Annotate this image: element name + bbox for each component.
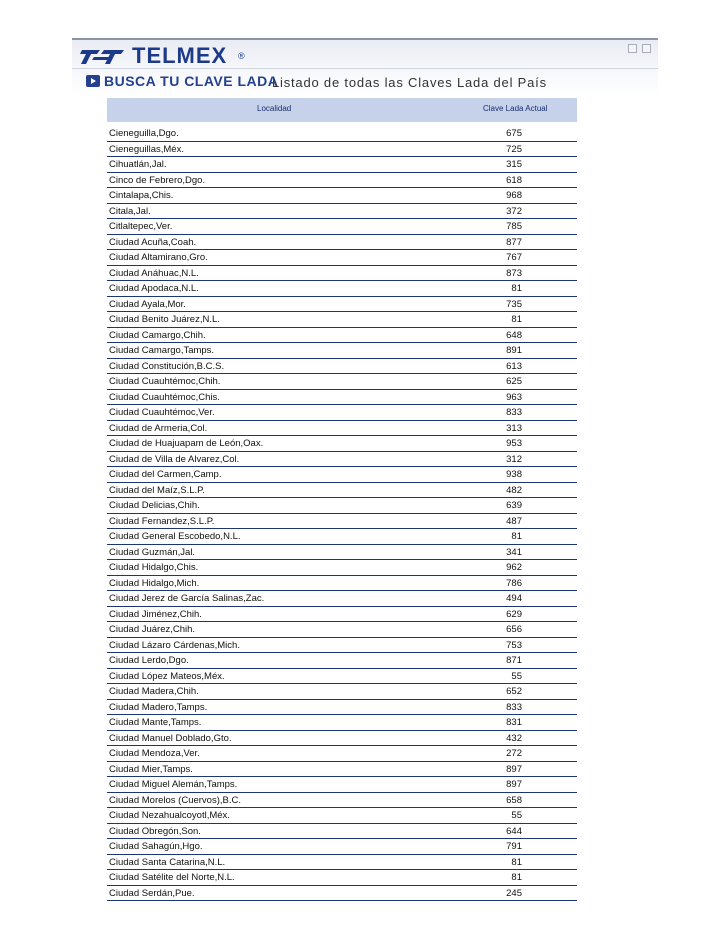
table-row xyxy=(107,188,577,204)
column-header-localidad: Localidad xyxy=(257,104,292,113)
locality-cell: Ciudad Serdán,Pue. xyxy=(109,887,195,899)
locality-cell: Ciudad Hidalgo,Mich. xyxy=(109,577,200,589)
locality-cell: Ciudad Altamirano,Gro. xyxy=(109,252,208,263)
area-code-cell: 55 xyxy=(511,670,522,682)
close-box-icon xyxy=(642,44,651,53)
page-title: Listado de todas las Claves Lada del País xyxy=(272,75,547,90)
locality-cell: Ciudad Guzmán,Jal. xyxy=(109,546,196,558)
locality-cell: Cinco de Febrero,Dgo. xyxy=(109,174,206,186)
locality-cell: Citlaltepec,Ver. xyxy=(109,221,173,232)
locality-cell: Cieneguillas,Méx. xyxy=(109,143,184,155)
area-code-cell: 656 xyxy=(506,624,522,635)
arrow-right-icon xyxy=(86,75,100,87)
area-code-cell: 785 xyxy=(506,221,522,232)
area-code-cell: 938 xyxy=(506,469,522,480)
locality-cell: Ciudad del Carmen,Camp. xyxy=(109,469,222,480)
area-code-cell: 315 xyxy=(506,159,522,170)
table-row xyxy=(107,762,577,778)
area-code-cell: 245 xyxy=(506,887,522,899)
locality-cell: Ciudad Ayala,Mor. xyxy=(109,298,186,310)
area-code-cell: 629 xyxy=(506,608,522,620)
table-row xyxy=(107,390,577,406)
table-row xyxy=(107,343,577,359)
table-row xyxy=(107,653,577,669)
area-code-cell: 312 xyxy=(506,453,522,465)
table-row xyxy=(107,808,577,824)
table-row xyxy=(107,514,577,530)
area-code-cell: 372 xyxy=(506,205,522,217)
table-row xyxy=(107,669,577,685)
table-row xyxy=(107,607,577,623)
table-row xyxy=(107,746,577,762)
area-code-cell: 877 xyxy=(506,236,522,248)
table-row xyxy=(107,700,577,716)
table-row xyxy=(107,421,577,437)
area-code-cell: 81 xyxy=(511,314,522,325)
area-code-cell: 833 xyxy=(506,407,522,418)
table-row xyxy=(107,498,577,514)
area-code-cell: 725 xyxy=(506,143,522,155)
area-code-cell: 897 xyxy=(506,763,522,775)
locality-cell: Ciudad Mendoza,Ver. xyxy=(109,748,200,759)
table-row xyxy=(107,855,577,871)
area-code-cell: 313 xyxy=(506,422,522,434)
locality-cell: Ciudad Nezahualcoyotl,Méx. xyxy=(109,810,230,821)
locality-cell: Ciudad Camargo,Chih. xyxy=(109,329,206,341)
table-row xyxy=(107,250,577,266)
locality-cell: Ciudad Madera,Chih. xyxy=(109,686,199,697)
locality-cell: Ciudad Apodaca,N.L. xyxy=(109,283,199,294)
locality-cell: Ciudad Cuauhtémoc,Ver. xyxy=(109,407,215,418)
table-row xyxy=(107,638,577,654)
telmex-logo-icon xyxy=(80,46,126,66)
table-row xyxy=(107,157,577,173)
area-code-cell: 487 xyxy=(506,515,522,527)
table-row xyxy=(107,870,577,886)
area-code-cell: 786 xyxy=(506,577,522,589)
area-code-cell: 81 xyxy=(511,872,522,883)
area-code-cell: 613 xyxy=(506,360,522,372)
table-row xyxy=(107,886,577,902)
area-code-cell: 873 xyxy=(506,267,522,279)
area-code-cell: 639 xyxy=(506,500,522,511)
area-code-cell: 968 xyxy=(506,190,522,201)
area-code-cell: 658 xyxy=(506,794,522,806)
area-code-cell: 675 xyxy=(506,128,522,139)
area-code-cell: 735 xyxy=(506,298,522,310)
table-row xyxy=(107,560,577,576)
table-row xyxy=(107,576,577,592)
area-code-cell: 897 xyxy=(506,779,522,790)
table-row xyxy=(107,545,577,561)
table-row xyxy=(107,219,577,235)
area-code-cell: 652 xyxy=(506,686,522,697)
area-code-cell: 891 xyxy=(506,345,522,356)
column-header-clave: Clave Lada Actual xyxy=(483,104,548,113)
locality-cell: Ciudad Constitución,B.C.S. xyxy=(109,360,225,372)
area-code-cell: 767 xyxy=(506,252,522,263)
area-code-cell: 962 xyxy=(506,562,522,573)
table-row xyxy=(107,622,577,638)
locality-cell: Ciudad Camargo,Tamps. xyxy=(109,345,215,356)
locality-cell: Ciudad Miguel Alemán,Tamps. xyxy=(109,779,238,790)
area-code-cell: 871 xyxy=(506,655,522,666)
table-row xyxy=(107,684,577,700)
locality-cell: Ciudad Mier,Tamps. xyxy=(109,763,193,775)
locality-cell: Ciudad Satélite del Norte,N.L. xyxy=(109,872,235,883)
table-row xyxy=(107,436,577,452)
locality-cell: Ciudad Cuauhtémoc,Chih. xyxy=(109,376,221,387)
table-row xyxy=(107,297,577,313)
locality-cell: Cihuatlán,Jal. xyxy=(109,159,167,170)
locality-cell: Ciudad Madero,Tamps. xyxy=(109,701,208,713)
table-body xyxy=(107,126,577,901)
brand-name: TELMEX xyxy=(132,43,228,68)
area-code-cell: 81 xyxy=(511,856,522,868)
area-code-cell: 81 xyxy=(511,531,522,542)
table-row xyxy=(107,359,577,375)
locality-cell: Ciudad Fernandez,S.L.P. xyxy=(109,515,215,527)
locality-cell: Ciudad Cuauhtémoc,Chis. xyxy=(109,391,220,403)
locality-cell: Ciudad de Huajuapam de León,Oax. xyxy=(109,438,264,449)
table-row xyxy=(107,824,577,840)
locality-cell: Ciudad General Escobedo,N.L. xyxy=(109,531,241,542)
minimize-box-icon xyxy=(628,44,637,53)
banner-top-rule xyxy=(72,38,658,40)
locality-cell: Ciudad Lerdo,Dgo. xyxy=(109,655,189,666)
area-code-cell: 81 xyxy=(511,283,522,294)
table-row xyxy=(107,483,577,499)
table-row xyxy=(107,142,577,158)
locality-cell: Ciudad Sahagún,Hgo. xyxy=(109,841,203,852)
locality-cell: Ciudad de Villa de Alvarez,Col. xyxy=(109,453,240,465)
locality-cell: Ciudad López Mateos,Méx. xyxy=(109,670,225,682)
table-row xyxy=(107,173,577,189)
section-label: BUSCA TU CLAVE LADA xyxy=(104,73,279,89)
table-row xyxy=(107,405,577,421)
area-code-cell: 833 xyxy=(506,701,522,713)
area-code-cell: 953 xyxy=(506,438,522,449)
table-row xyxy=(107,529,577,545)
table-row xyxy=(107,374,577,390)
table-row xyxy=(107,731,577,747)
area-code-cell: 482 xyxy=(506,484,522,496)
table-row xyxy=(107,839,577,855)
locality-cell: Ciudad Obregón,Son. xyxy=(109,825,201,837)
registered-mark: ® xyxy=(238,51,245,61)
locality-cell: Ciudad Morelos (Cuervos),B.C. xyxy=(109,794,241,806)
table-row xyxy=(107,204,577,220)
locality-cell: Ciudad Anáhuac,N.L. xyxy=(109,267,199,279)
locality-cell: Ciudad Santa Catarina,N.L. xyxy=(109,856,226,868)
area-code-cell: 272 xyxy=(506,748,522,759)
table-row xyxy=(107,467,577,483)
area-code-cell: 648 xyxy=(506,329,522,341)
table-row xyxy=(107,266,577,282)
area-code-cell: 432 xyxy=(506,732,522,744)
table-row xyxy=(107,793,577,809)
table-row xyxy=(107,328,577,344)
table-row xyxy=(107,452,577,468)
area-code-cell: 618 xyxy=(506,174,522,186)
locality-cell: Ciudad Lázaro Cárdenas,Mich. xyxy=(109,639,240,651)
table-row xyxy=(107,591,577,607)
table-header xyxy=(107,98,577,122)
area-code-cell: 644 xyxy=(506,825,522,837)
locality-cell: Citala,Jal. xyxy=(109,205,151,217)
locality-cell: Ciudad Jiménez,Chih. xyxy=(109,608,202,620)
locality-cell: Cieneguilla,Dgo. xyxy=(109,128,179,139)
locality-cell: Ciudad Delicias,Chih. xyxy=(109,500,200,511)
locality-cell: Cintalapa,Chis. xyxy=(109,190,174,201)
table-row xyxy=(107,312,577,328)
area-code-cell: 341 xyxy=(506,546,522,558)
table-row xyxy=(107,235,577,251)
locality-cell: Ciudad Jerez de García Salinas,Zac. xyxy=(109,593,265,604)
area-code-cell: 963 xyxy=(506,391,522,403)
table-row xyxy=(107,126,577,142)
table-row xyxy=(107,281,577,297)
locality-cell: Ciudad Mante,Tamps. xyxy=(109,717,202,728)
locality-cell: Ciudad Acuña,Coah. xyxy=(109,236,197,248)
locality-cell: Ciudad Manuel Doblado,Gto. xyxy=(109,732,232,744)
area-code-cell: 625 xyxy=(506,376,522,387)
area-code-cell: 753 xyxy=(506,639,522,651)
locality-cell: Ciudad del Maíz,S.L.P. xyxy=(109,484,205,496)
table-row xyxy=(107,715,577,731)
locality-cell: Ciudad de Armeria,Col. xyxy=(109,422,208,434)
locality-cell: Ciudad Hidalgo,Chis. xyxy=(109,562,199,573)
locality-cell: Ciudad Juárez,Chih. xyxy=(109,624,196,635)
locality-cell: Ciudad Benito Juárez,N.L. xyxy=(109,314,220,325)
area-code-cell: 494 xyxy=(506,593,522,604)
area-code-cell: 791 xyxy=(506,841,522,852)
area-code-cell: 55 xyxy=(511,810,522,821)
area-code-cell: 831 xyxy=(506,717,522,728)
area-code-table xyxy=(107,98,577,901)
table-row xyxy=(107,777,577,793)
